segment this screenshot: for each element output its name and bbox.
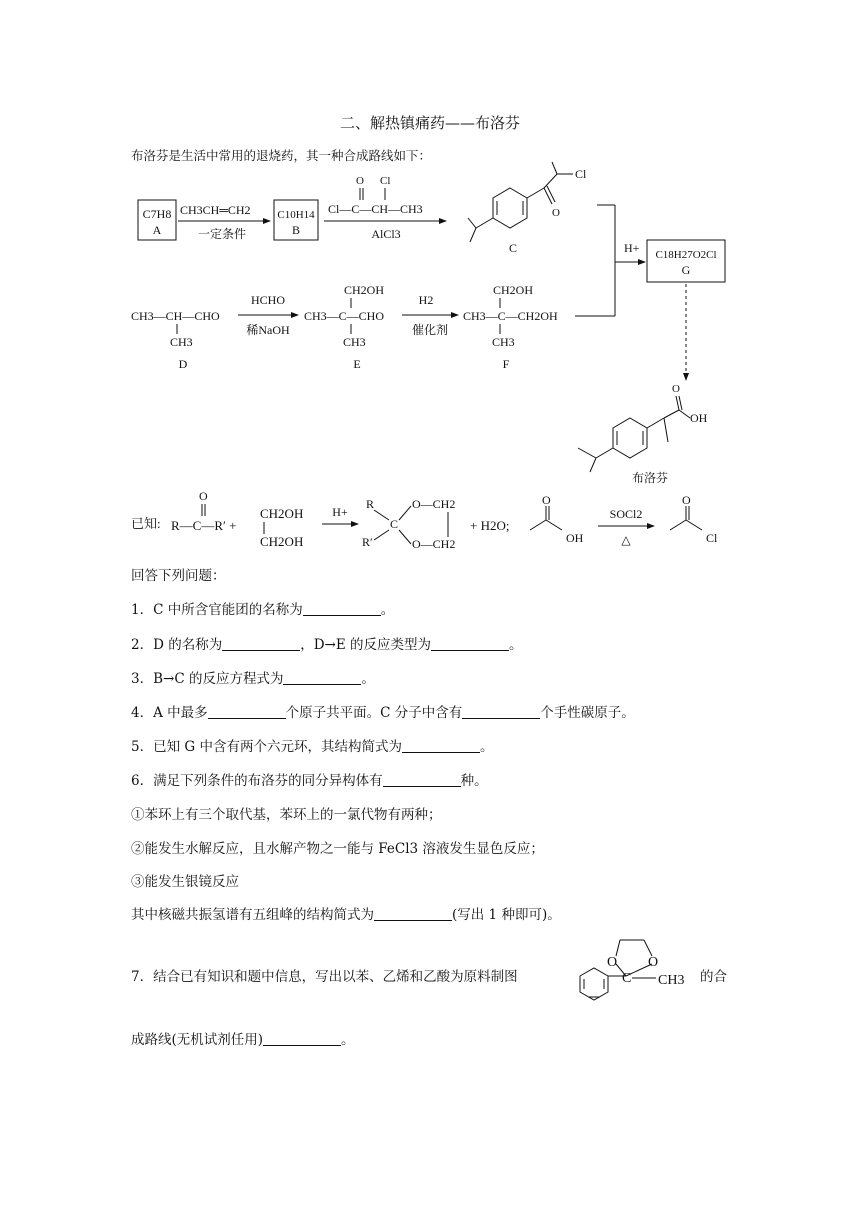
g-label: G bbox=[681, 263, 691, 277]
question-1: 1．C 中所含官能团的名称为 。 bbox=[131, 602, 395, 618]
ac-cl: Cl bbox=[706, 531, 718, 545]
answer-blank-6b[interactable] bbox=[374, 906, 452, 921]
d-formula: CH3—CH—CHO bbox=[131, 309, 220, 323]
e-to-f-condition: 催化剂 bbox=[411, 323, 449, 337]
diol-top: CH2OH bbox=[260, 506, 304, 521]
f-label: F bbox=[502, 357, 510, 371]
known-heat: △ bbox=[621, 533, 631, 547]
question-7-tail: 的合 bbox=[700, 969, 727, 985]
known-o: O bbox=[199, 489, 208, 503]
g-formula: C18H27O2Cl bbox=[655, 249, 717, 261]
answer-blank-5[interactable] bbox=[402, 738, 480, 753]
ac-o: O bbox=[682, 493, 691, 507]
a-to-b-reagent: CH3CH═CH2 bbox=[180, 203, 251, 217]
condition-3: ③能发生银镜反应 bbox=[131, 874, 239, 890]
answer-blank-3[interactable] bbox=[283, 670, 361, 685]
e-ch3: CH3 bbox=[343, 335, 366, 349]
c-o: O bbox=[552, 207, 560, 219]
synthesis-scheme bbox=[0, 0, 860, 560]
a-formula: C7H8 bbox=[142, 207, 172, 221]
answer-blank-1[interactable] bbox=[303, 601, 381, 616]
target-o1: O bbox=[607, 955, 618, 970]
ketone: R—C—R′ + bbox=[171, 518, 237, 533]
d-to-e-reagent: HCHO bbox=[250, 293, 286, 307]
structure-ibuprofen bbox=[578, 396, 690, 472]
a-to-b-condition: 一定条件 bbox=[197, 227, 247, 241]
question-4: 4．A 中最多 个原子共平面。C 分子中含有 个手性碳原子。 bbox=[131, 705, 635, 721]
d-label: D bbox=[178, 357, 188, 371]
question-7-line2: 成路线(无机试剂任用) 。 bbox=[131, 1032, 355, 1048]
question-6-nmr: 其中核磁共振氢谱有五组峰的结构简式为 (写出 1 种即可)。 bbox=[131, 907, 561, 923]
aa-o: O bbox=[542, 493, 551, 507]
answer-blank-4b[interactable] bbox=[462, 704, 540, 719]
ibuprofen-label: 布洛芬 bbox=[631, 471, 669, 485]
target-o2: O bbox=[648, 955, 659, 970]
question-2: 2．D 的名称为 ，D→E 的反应类型为 。 bbox=[131, 637, 523, 653]
e-to-f-reagent: H2 bbox=[418, 293, 434, 307]
e-ch2oh: CH2OH bbox=[344, 283, 385, 297]
answer-intro: 回答下列问题： bbox=[131, 568, 226, 584]
acetal-o1: O—CH2 bbox=[412, 497, 456, 511]
d-ch3: CH3 bbox=[170, 335, 193, 349]
acetal-o2: O—CH2 bbox=[412, 537, 456, 551]
structure-c bbox=[468, 162, 573, 242]
answer-blank-7[interactable] bbox=[263, 1031, 341, 1046]
f-ch2oh: CH2OH bbox=[493, 283, 534, 297]
question-7-line1: 7．结合已有知识和题中信息，写出以苯、乙烯和乙酸为原料制图 bbox=[131, 969, 518, 985]
a-label: A bbox=[152, 223, 162, 237]
known-h-plus: H+ bbox=[332, 505, 348, 519]
answer-blank-2b[interactable] bbox=[431, 636, 509, 651]
answer-blank-6a[interactable] bbox=[383, 772, 461, 787]
acetal-r: R bbox=[366, 497, 375, 511]
e-label: E bbox=[353, 357, 361, 371]
ibu-oh: OH bbox=[690, 411, 708, 425]
f-main: CH3—C—CH2OH bbox=[463, 309, 558, 323]
question-5: 5．已知 G 中含有两个六元环，其结构简式为 。 bbox=[131, 739, 494, 755]
answer-blank-4a[interactable] bbox=[208, 704, 286, 719]
h-plus-label: H+ bbox=[624, 241, 640, 255]
known-socl2: SOCl2 bbox=[609, 507, 643, 521]
b-label: B bbox=[291, 223, 301, 237]
diol-bottom: CH2OH bbox=[260, 534, 304, 549]
known-water: + H2O; bbox=[470, 518, 510, 533]
e-main: CH3—C—CHO bbox=[304, 309, 385, 323]
answer-blank-2a[interactable] bbox=[222, 636, 300, 651]
c-cl: Cl bbox=[575, 167, 587, 181]
b-to-c-catalyst: AlCl3 bbox=[371, 227, 401, 241]
page-title: 二、解热镇痛药——布洛芬 bbox=[339, 114, 520, 132]
question-3: 3．B→C 的反应方程式为 。 bbox=[131, 671, 375, 687]
acetyl-chloride bbox=[670, 506, 702, 530]
target-ch3: CH3 bbox=[658, 973, 685, 988]
reagent-cl: Cl bbox=[380, 175, 391, 187]
aa-oh: OH bbox=[566, 531, 584, 545]
known-label: 已知: bbox=[131, 516, 161, 531]
d-to-e-condition: 稀NaOH bbox=[246, 323, 290, 337]
target-c: C bbox=[622, 971, 632, 986]
question-6: 6．满足下列条件的布洛芬的同分异构体有 种。 bbox=[131, 773, 488, 789]
ibu-o: O bbox=[672, 383, 680, 395]
condition-1: ①苯环上有三个取代基，苯环上的一氯代物有两种； bbox=[131, 807, 442, 823]
b-to-c-reagent: Cl—C—CH—CH3 bbox=[328, 202, 423, 216]
c-label: C bbox=[508, 241, 518, 255]
condition-2: ②能发生水解反应，且水解产物之一能与 FeCl3 溶液发生显色反应； bbox=[131, 841, 544, 857]
reagent-o: O bbox=[356, 175, 364, 187]
target-structure bbox=[560, 930, 700, 1014]
acetal-c: C bbox=[390, 517, 399, 531]
f-ch3: CH3 bbox=[492, 335, 515, 349]
acetic-acid bbox=[530, 506, 562, 530]
b-formula: C10H14 bbox=[277, 209, 315, 221]
acetal-r2: R′ bbox=[362, 535, 373, 549]
intro-text: 布洛芬是生活中常用的退烧药，其一种合成路线如下： bbox=[131, 148, 432, 163]
